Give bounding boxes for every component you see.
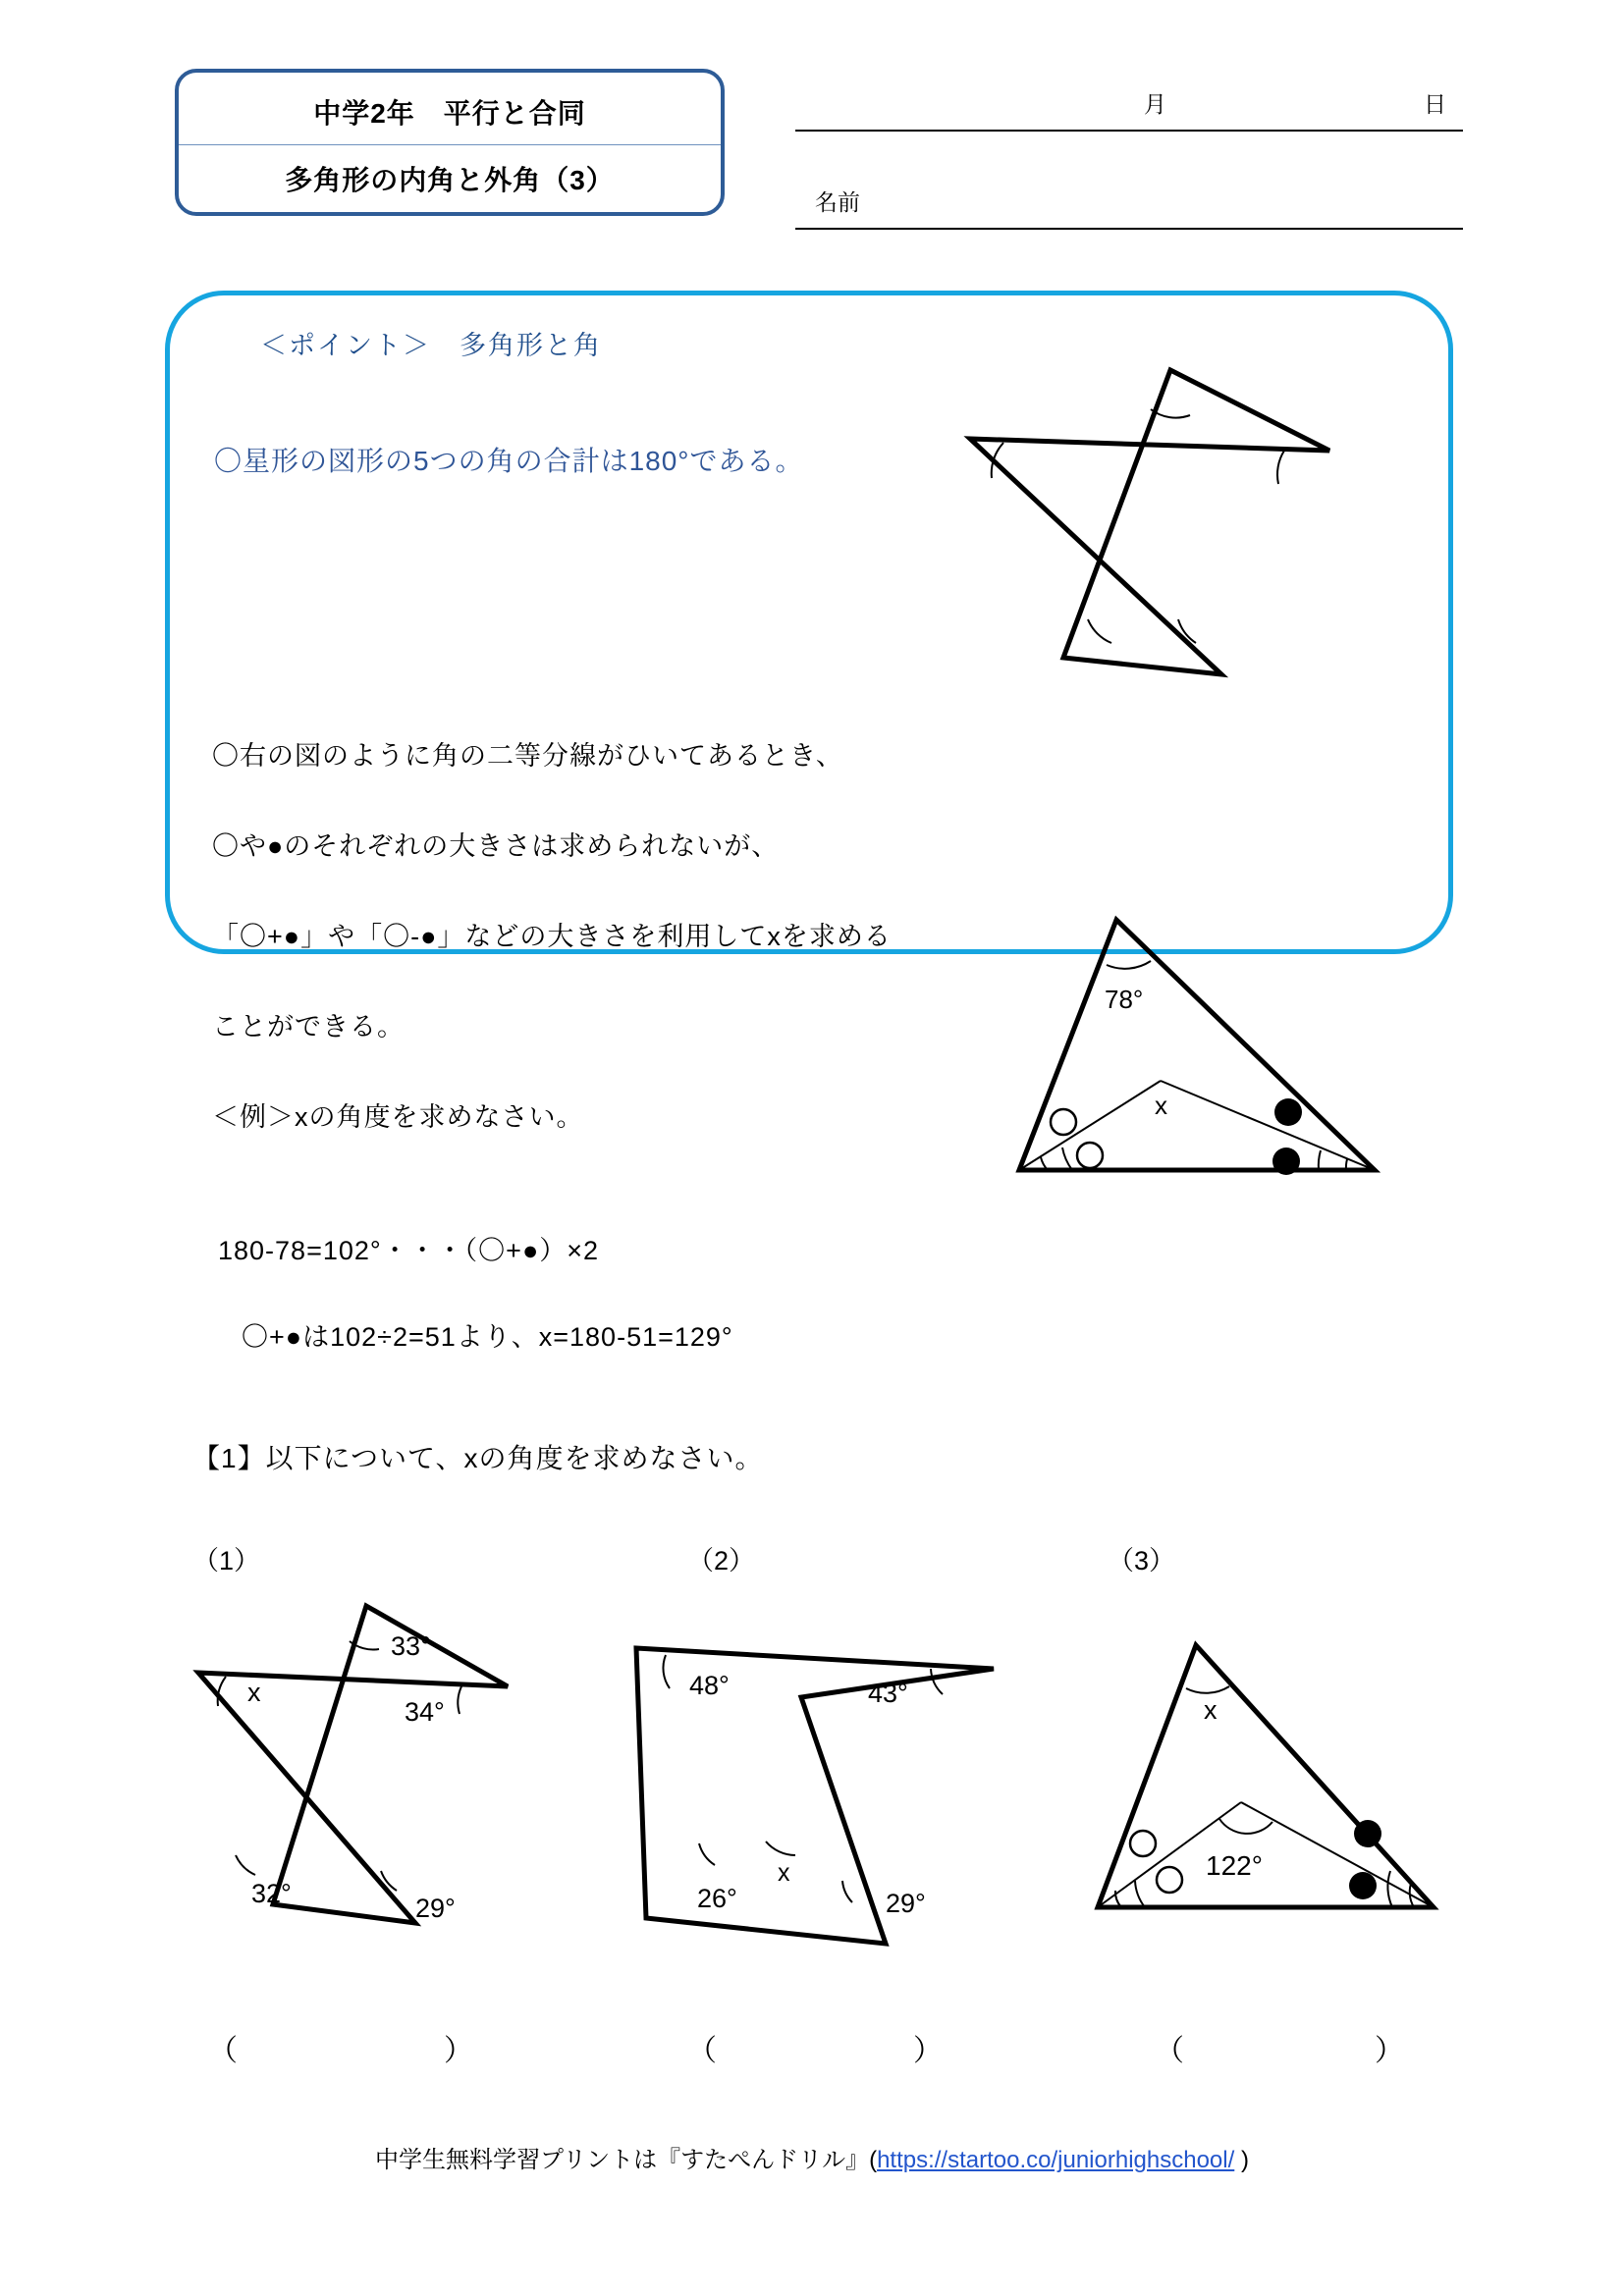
worksheet-title: 多角形の内角と外角（3） <box>285 165 615 195</box>
answer-paren-open-2[interactable]: （ <box>687 2035 717 2067</box>
point-text-line-1: 〇右の図のように角の二等分線がひいてあるとき、 <box>212 741 843 771</box>
problem-label-3: （3） <box>1108 1546 1176 1575</box>
open-circle-mark <box>1130 1831 1156 1856</box>
open-circle-mark <box>1077 1143 1103 1168</box>
problem-1-angle-bottom-left: 32° <box>251 1879 292 1908</box>
example-star-figure <box>943 348 1345 697</box>
footer-text-before: 中学生無料学習プリントは『すたぺんドリル』( <box>375 2147 878 2173</box>
name-label: 名前 <box>815 189 860 215</box>
problem-1-angle-left-unknown: x <box>247 1678 261 1707</box>
date-field[interactable] <box>795 86 1463 132</box>
footer-link[interactable]: https://startoo.co/juniorhighschool/ <box>877 2147 1235 2173</box>
footer <box>0 2140 1624 2174</box>
answer-paren-close-2[interactable]: ） <box>913 2035 943 2067</box>
example-apex-angle: 78° <box>1105 985 1144 1014</box>
example-unknown-label: x <box>1155 1091 1167 1120</box>
open-circle-mark <box>1051 1109 1076 1135</box>
answer-paren-close-1[interactable]: ） <box>444 2035 473 2067</box>
month-label: 月 <box>1144 91 1166 117</box>
problem-3-inner-angle: 122° <box>1206 1850 1263 1881</box>
example-triangle-figure <box>982 888 1384 1198</box>
problem-1-angle-right: 34° <box>405 1697 445 1727</box>
problem-2-angle-bottom-right: 29° <box>886 1889 926 1918</box>
point-calc-line-1: 180-78=102°・・・（〇+●）×2 <box>218 1236 600 1265</box>
point-text-line-3: 「〇+●」や「〇-●」などの大きさを利用してxを求める <box>212 922 892 951</box>
problem-1-angle-bottom-right: 29° <box>415 1894 456 1923</box>
day-label: 日 <box>1424 91 1446 117</box>
answer-paren-open-1[interactable]: （ <box>208 2035 238 2067</box>
problem-3-figure <box>1041 1608 1443 1947</box>
problem-2-figure <box>609 1608 1031 1976</box>
title-box <box>175 69 725 216</box>
problem-2-unknown-label: x <box>778 1859 790 1887</box>
problem-1-figure <box>177 1588 589 1956</box>
problem-2-angle-bottom-left: 26° <box>697 1884 737 1913</box>
filled-circle-mark <box>1349 1820 1381 1899</box>
answer-paren-close-3[interactable]: ） <box>1375 2035 1404 2067</box>
problem-2-angle-top-left: 48° <box>689 1671 730 1700</box>
problem-label-2: （2） <box>687 1546 756 1575</box>
point-text-line-2: 〇や●のそれぞれの大きさは求められないが、 <box>212 831 780 861</box>
point-text-line-4: ことができる。 <box>212 1012 405 1041</box>
point-heading: ＜ポイント＞ 多角形と角 <box>260 331 602 360</box>
grade-subject-title: 中学2年 平行と合同 <box>179 79 721 145</box>
name-field[interactable] <box>795 181 1463 230</box>
point-calc-line-2: 〇+●は102÷2=51より、x=180-51=129° <box>242 1322 733 1352</box>
problem-3-apex-label: x <box>1204 1695 1218 1725</box>
problem-2-angle-top-right: 43° <box>868 1679 908 1708</box>
open-circle-mark <box>1157 1867 1182 1893</box>
answer-paren-open-3[interactable]: （ <box>1155 2035 1184 2067</box>
problem-label-1: （1） <box>192 1546 261 1575</box>
point-star-rule: 〇星形の図形の5つの角の合計は180°である。 <box>214 446 804 476</box>
problem-1-angle-top: 33° <box>391 1631 431 1661</box>
filled-circle-mark <box>1272 1098 1302 1175</box>
instruction-text: 【1】以下について、xの角度を求めなさい。 <box>192 1443 764 1473</box>
footer-text-after: ) <box>1234 2147 1249 2173</box>
point-example-prompt: ＜例＞xの角度を求めなさい。 <box>212 1102 584 1132</box>
